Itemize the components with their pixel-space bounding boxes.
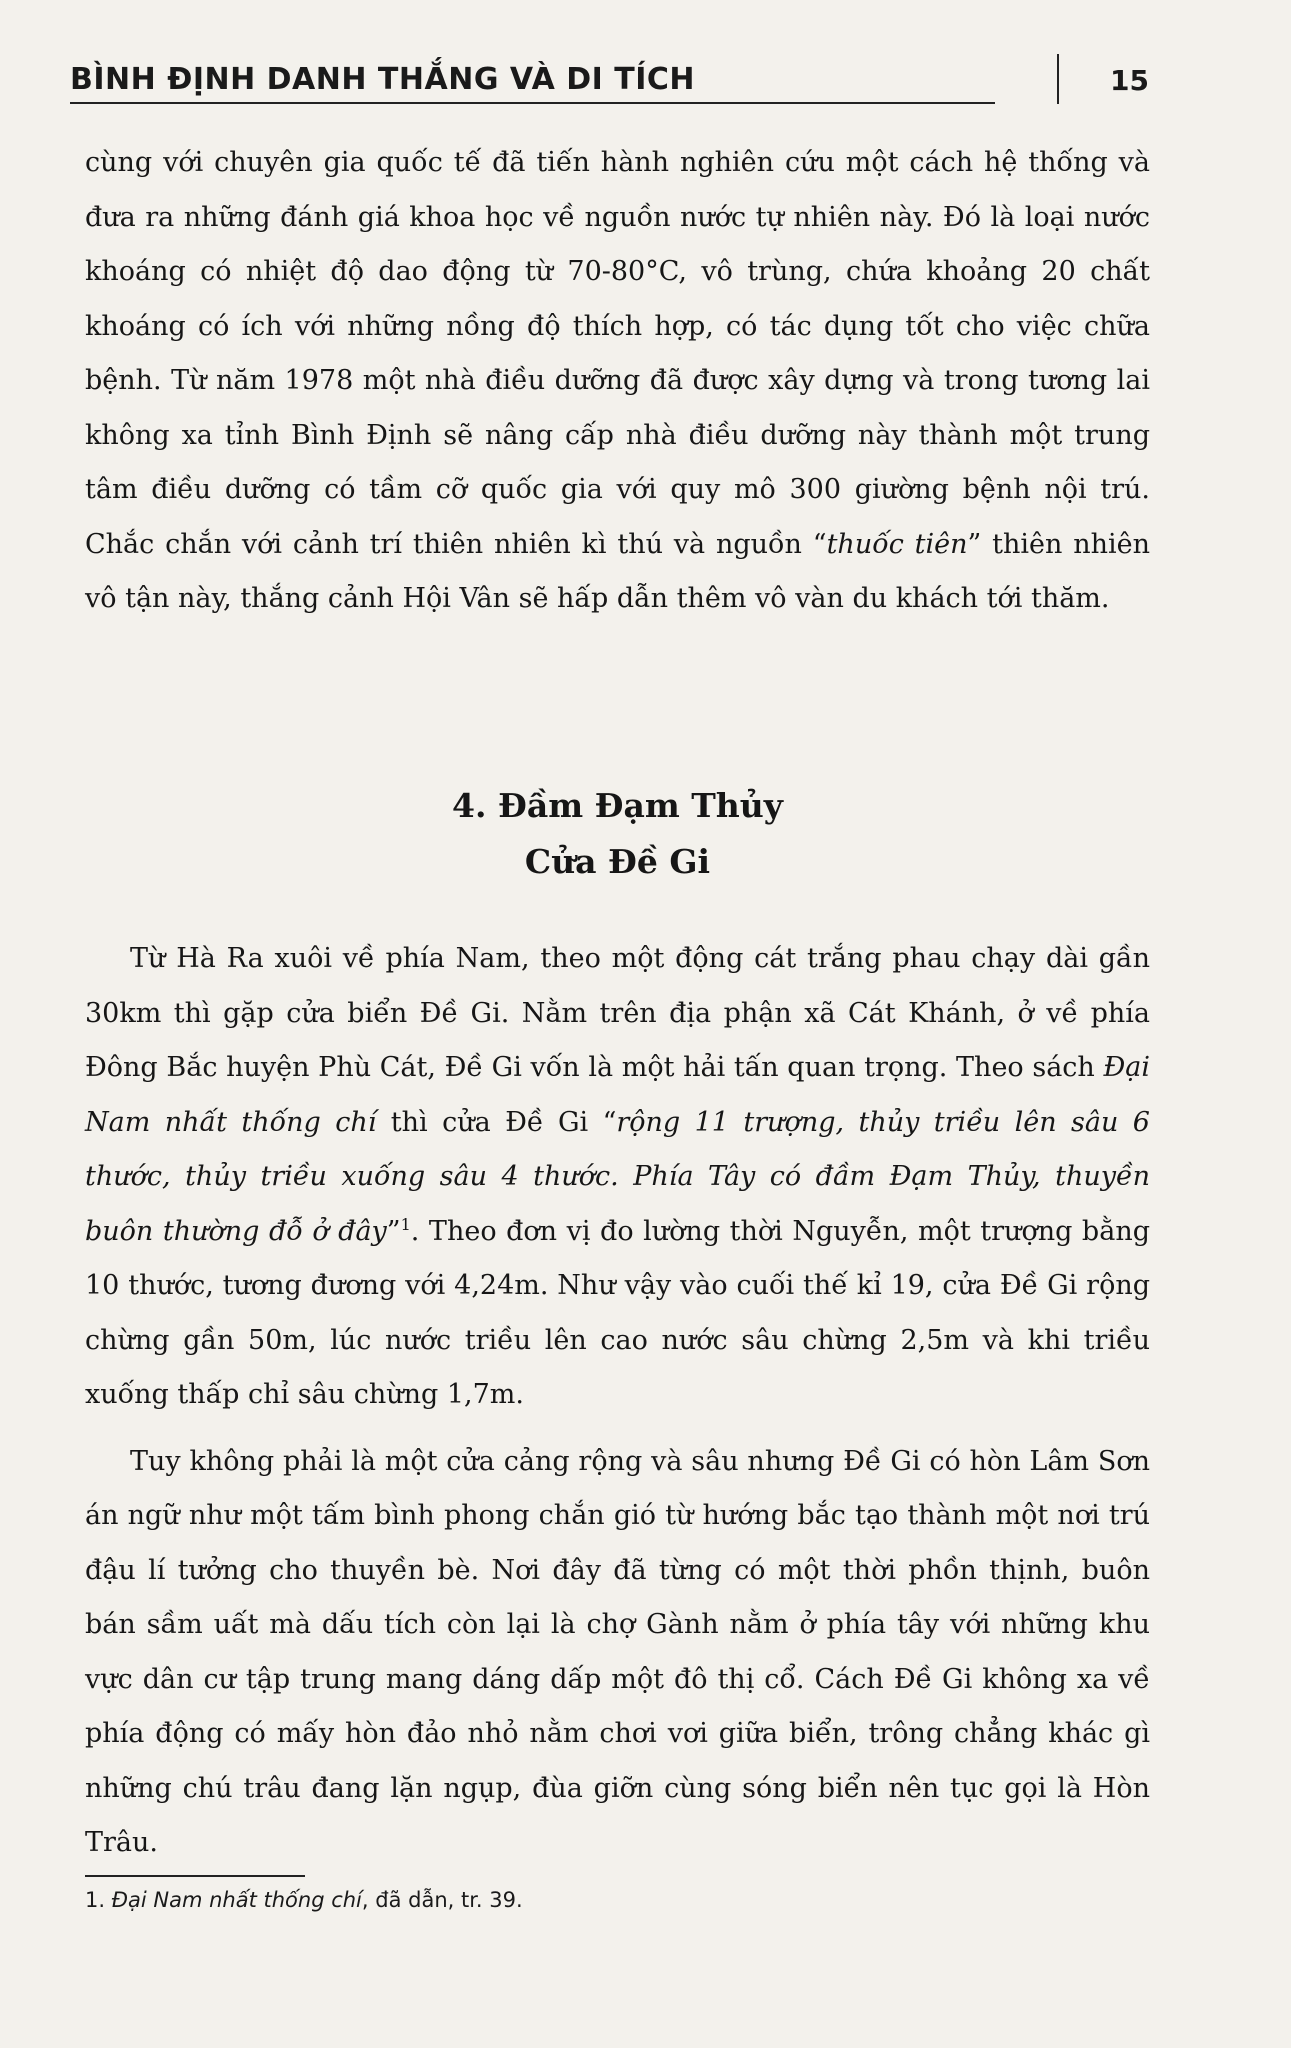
paragraph-2-text-3: . Theo đơn vị đo lường thời Nguyễn, một trượng bằng 10 thước, tương đương với 4,24m. Như vậy vào cuối thế kỉ 19, cửa Đề Gi rộng chừng gần 50m, lúc nước triều lên cao nước sâu chừng 2,5m và khi triều xuống thấp chỉ sâu chừng 1,7m. — [85, 1215, 1150, 1410]
footnote-marker: 1. — [85, 1888, 106, 1912]
section-heading — [85, 778, 1150, 890]
section-body — [85, 932, 1150, 1871]
footnote-rest: , đã dẫn, tr. 39. — [361, 1888, 523, 1912]
paragraph-1 — [85, 136, 1150, 627]
quoted-passage: rộng 11 trượng, thủy triều lên sâu 6 thước, thủy triều xuống sâu 4 thước. Phía Tây có đầm Đạm Thủy, thuyền buôn thường đỗ ở đây — [85, 1106, 1150, 1247]
section-heading-line-1: 4. Đầm Đạm Thủy — [452, 786, 783, 825]
book-title: Đại Nam nhất thống chí — [85, 1052, 1150, 1138]
footnote-reference: 1 — [400, 1214, 411, 1234]
header-rule — [70, 102, 995, 104]
closing-quote: ” — [386, 1215, 401, 1247]
footnote — [85, 1888, 523, 1912]
footnote-rule — [85, 1875, 305, 1877]
paragraph-1-text: cùng với chuyên gia quốc tế đã tiến hành nghiên cứu một cách hệ thống và đưa ra những đánh giá khoa học về nguồn nước tự nhiên này. Đó là loại nước khoáng có nhiệt độ dao động từ 70-80°C, vô trùng, chứa khoảng 20 chất khoáng có ích với những nồng độ thích hợp, có tác dụng tốt cho việc chữa bệnh. Từ năm 1978 một nhà điều dưỡng đã được xây dựng và trong tương lai không xa tỉnh Bình Định sẽ nâng cấp nhà điều dưỡng này thành một trung tâm điều dưỡng có tầm cỡ quốc gia với quy mô 300 giường bệnh nội trú. Chắc chắn với cảnh trí thiên nhiên kì thú và nguồn “ — [85, 147, 1150, 560]
paragraph-continued — [85, 136, 1150, 627]
section-heading-line-2: Cửa Đề Gi — [524, 842, 711, 881]
header-title: BÌNH ĐỊNH DANH THẮNG VÀ DI TÍCH — [70, 62, 695, 97]
page-number: 15 — [1110, 64, 1149, 97]
paragraph-3: Tuy không phải là một cửa cảng rộng và sâu nhưng Đề Gi có hòn Lâm Sơn án ngữ như một tấm bình phong chắn gió từ hướng bắc tạo thành một nơi trú đậu lí tưởng cho thuyền bè. Nơi đây đã từng có một thời phồn thịnh, buôn bán sầm uất mà dấu tích còn lại là chợ Gành nằm ở phía tây với những khu vực dân cư tập trung mang dáng dấp một đô thị cổ. Cách Đề Gi không xa về phía động có mấy hòn đảo nhỏ nằm chơi vơi giữa biển, trông chẳng khác gì những chú trâu đang lặn ngụp, đùa giỡn cùng sóng biển nên tục gọi là Hòn Trâu. — [85, 1445, 1150, 1858]
paragraph-2-text-2: thì cửa Đề Gi “ — [376, 1106, 617, 1138]
running-header — [70, 52, 1149, 112]
italic-term: thuốc tiên — [826, 528, 968, 560]
paragraph-2 — [85, 932, 1150, 1423]
footnote-title: Đại Nam nhất thống chí — [111, 1888, 362, 1912]
paragraph-2-text: Từ Hà Ra xuôi về phía Nam, theo một động cát trắng phau chạy dài gần 30km thì gặp cửa biển Đề Gi. Nằm trên địa phận xã Cát Khánh, ở về phía Đông Bắc huyện Phù Cát, Đề Gi vốn là một hải tấn quan trọng. Theo sách — [85, 943, 1150, 1083]
header-separator — [1057, 54, 1059, 104]
paragraph-1-text-end: ” thiên nhiên vô tận này, thắng cảnh Hội Vân sẽ hấp dẫn thêm vô vàn du khách tới thăm. — [85, 528, 1150, 614]
